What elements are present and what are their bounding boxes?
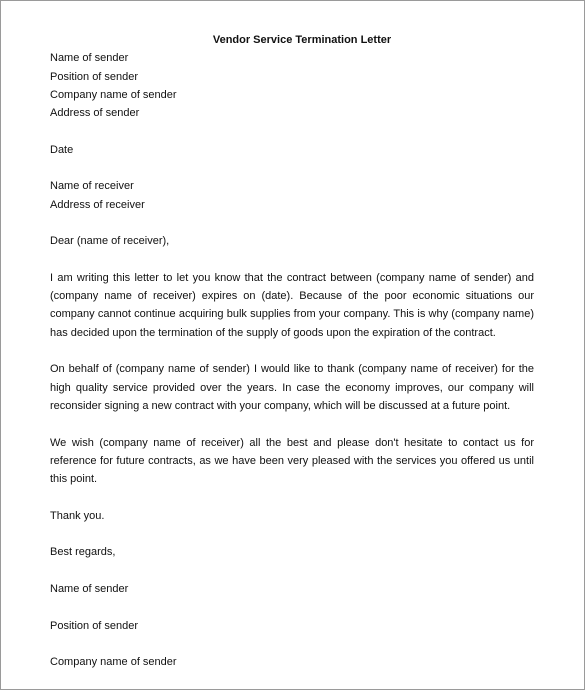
paragraph-contract: I am writing this letter to let you know that the contract between (company name of sender) and (company name of receiver) expires on (date). Because of the poor economic situations our company cannot continue acquiring bulk supplies from your company. This is why (company name) has decided upon the termination of the supply of goods upon the expiration of the contract. [50, 271, 534, 339]
sender-company: Company name of sender [50, 88, 177, 101]
sender-position: Position of sender [50, 70, 139, 83]
signature-name: Name of sender [50, 582, 129, 595]
sender-address: Address of sender [50, 107, 140, 120]
letter-date: Date [50, 143, 74, 156]
sender-name: Name of sender [50, 52, 129, 65]
document-title: Vendor Service Termination Letter [212, 34, 392, 46]
salutation: Dear (name of receiver), [50, 235, 170, 248]
thank-you-line: Thank you. [50, 509, 105, 522]
closing-line: Best regards, [50, 546, 116, 559]
sender-block [50, 49, 534, 122]
receiver-block [50, 177, 534, 214]
signature-company: Company name of sender [50, 656, 177, 669]
paragraph-thanks: On behalf of (company name of sender) I would like to thank (company name of receiver) for the high quality service provided over the years. In case the economy improves, our company will reconsider signing a new contract with your company, which will be discussed at a future point. [50, 363, 534, 412]
signature-position: Position of sender [50, 619, 139, 632]
paragraph-wishes: We wish (company name of receiver) all the best and please don't hesitate to contact us for reference for future contracts, as we have been very pleased with the services you offered us until this point. [50, 436, 534, 486]
receiver-address: Address of receiver [50, 198, 145, 211]
letter-body [50, 31, 534, 671]
receiver-name: Name of receiver [50, 180, 134, 193]
